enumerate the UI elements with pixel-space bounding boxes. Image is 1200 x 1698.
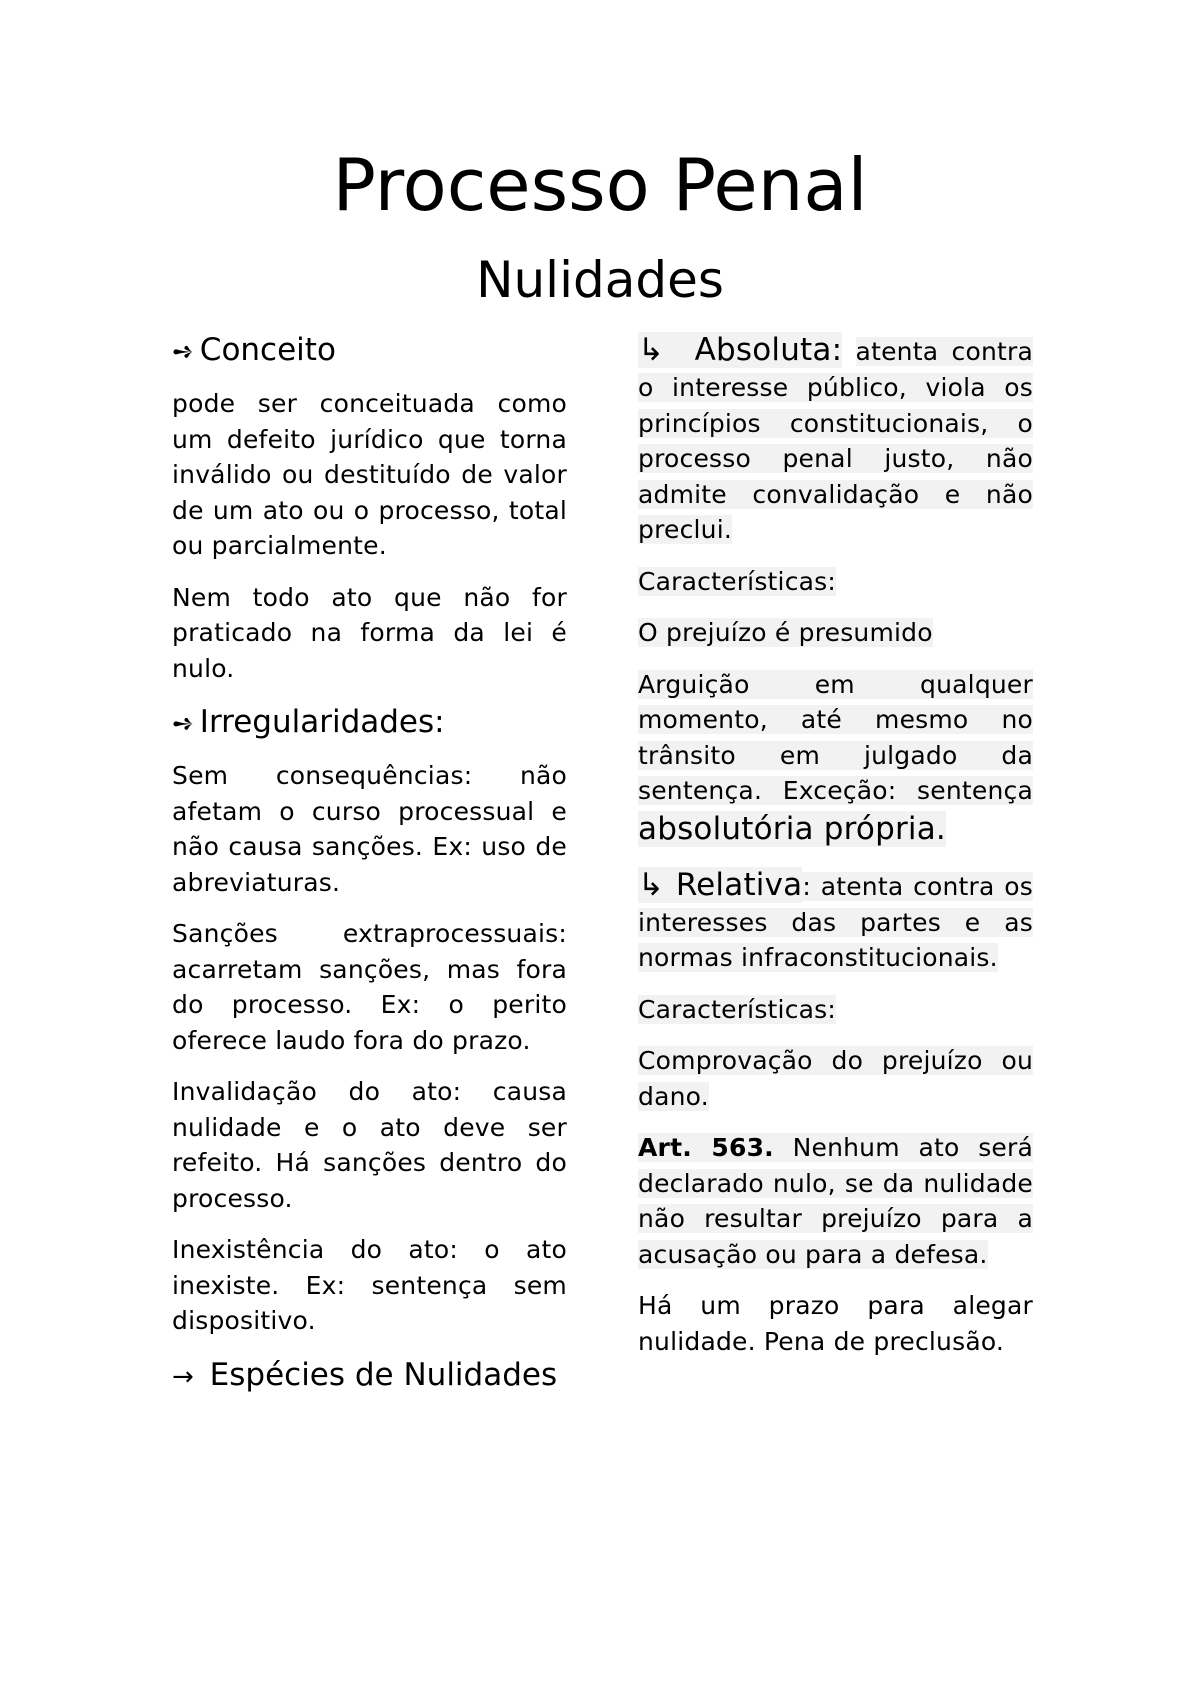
left-column <box>172 330 567 1411</box>
especies-heading <box>172 1355 567 1397</box>
nem-todo-paragraph: Nem todo ato que não for praticado na forma da lei é nulo. <box>172 582 567 683</box>
document-title: Processo Penal <box>332 143 868 227</box>
arguicao-paragraph: Arguição em qualquer momento, até mesmo no trânsito em julgado da sentença. Exceção: sentença absolutória própria. <box>638 669 1033 847</box>
absolutoria-propria: absolutória própria. <box>638 810 946 847</box>
absoluta-paragraph <box>638 330 1033 548</box>
sem-consequencias-paragraph: Sem consequências: não afetam o curso processual e não causa sanções. Ex: uso de abreviaturas. <box>172 761 567 897</box>
arrow-icon: ➺ <box>172 337 194 367</box>
prejuizo-presumido: O prejuízo é presumido <box>638 618 933 647</box>
especies-heading-text: Espécies de Nulidades <box>209 1356 558 1393</box>
comprovacao-paragraph: Comprovação do prejuízo ou dano. <box>638 1046 1033 1111</box>
sancoes-extraprocessuais-paragraph: Sanções extraprocessuais: acarretam sanções, mas fora do processo. Ex: o perito oferece laudo fora do prazo. <box>172 919 567 1055</box>
inexistencia-paragraph: Inexistência do ato: o ato inexiste. Ex: sentença sem dispositivo. <box>172 1235 567 1335</box>
arrow-icon: → <box>172 1361 194 1392</box>
prazo-paragraph: Há um prazo para alegar nulidade. Pena de preclusão. <box>638 1291 1033 1356</box>
irregularidades-heading-text: Irregularidades: <box>199 704 445 740</box>
absoluta-label: ↳ Absoluta: <box>638 332 843 368</box>
art-563-paragraph <box>638 1130 1033 1272</box>
art-label: Art. 563. <box>638 1133 774 1162</box>
absoluta-text: atenta contra o interesse público, viola os princípios constitucionais, o processo penal justo, não admite convalidação e não preclui. <box>638 337 1033 544</box>
caracteristicas-absoluta: Características: <box>638 566 837 596</box>
conceito-heading-text: Conceito <box>199 332 336 368</box>
invalidacao-paragraph: Invalidação do ato: causa nulidade e o ato deve ser refeito. Há sanções dentro do processo. <box>172 1077 567 1213</box>
right-column <box>638 330 1033 1375</box>
curved-arrow-icon: ↳ <box>638 332 665 368</box>
document-subtitle: Nulidades <box>476 251 724 309</box>
relativa-label: ↳ Relativa <box>638 866 803 903</box>
relativa-paragraph <box>638 865 1033 976</box>
conceito-heading <box>172 330 567 372</box>
conceito-paragraph: pode ser conceituada como um defeito jurídico que torna inválido ou destituído de valor de um ato ou o processo, total ou parcialmente. <box>172 389 567 560</box>
art-text: Nenhum ato será declarado nulo, se da nulidade não resultar prejuízo para a acusação ou para a defesa. <box>638 1133 1033 1269</box>
arrow-icon: ➺ <box>172 709 194 739</box>
irregularidades-heading <box>172 702 567 744</box>
caracteristicas-relativa: Características: <box>638 994 837 1024</box>
curved-arrow-icon: ↳ <box>638 866 665 903</box>
relativa-text: : atenta contra os interesses das partes e as normas infraconstitucionais. <box>638 871 1033 972</box>
